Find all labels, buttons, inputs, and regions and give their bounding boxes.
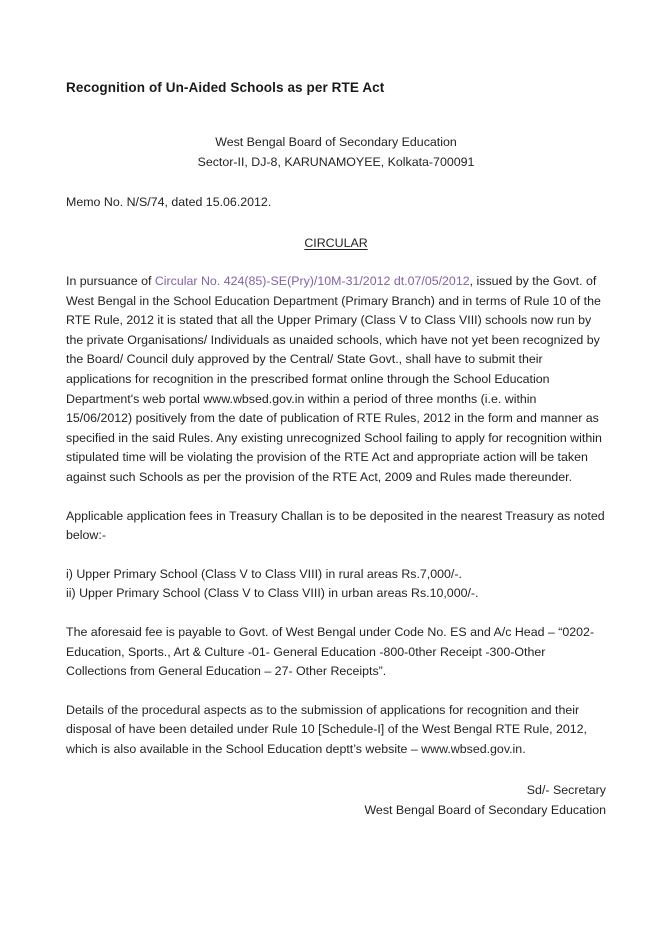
memo-number: Memo No. N/S/74, dated 15.06.2012. bbox=[66, 195, 272, 209]
paragraph-pursuance-rest: , issued by the Govt. of West Bengal in the School Education Department (Primary Branch) and in terms of Rule 10 of the RTE Rule, 2012 it is stated that all the Upper Primary (Class V to Class VIII) schools now run by the private Organisations/ Individuals as unaided schools, which have not yet been recognized by the Board/ Council duly approved by the Central/ State Govt., shall have to submit their applications for recognition in the prescribed format online through the School Education Department's web portal www.wbsed.gov.in within a period of three months (i.e. within 15/06/2012) positively from the date of publication of RTE Rules, 2012 in the form and manner as specified in the said Rules. Any existing unrecognized School failing to apply for recognition within stipulated time will be violating the provision of the RTE Act and appropriate action will be taken against such Schools as per the provision of the RTE Act, 2009 and Rules made thereunder. bbox=[66, 274, 602, 484]
paragraph-pursuance bbox=[66, 253, 606, 488]
organisation-header bbox=[66, 133, 606, 172]
fee-item-rural: i) Upper Primary School (Class V to Class VIII) in rural areas Rs.7,000/-. bbox=[66, 566, 462, 581]
page-title: Recognition of Un-Aided Schools as per RTE Act bbox=[66, 80, 385, 95]
paragraph-pursuance-lead: In pursuance of bbox=[66, 274, 155, 288]
circular-reference-link[interactable]: Circular No. 424(85)-SE(Pry)/10M-31/2012 dt.07/05/2012 bbox=[154, 274, 470, 288]
fee-list bbox=[66, 546, 606, 604]
circular-heading: CIRCULAR bbox=[304, 235, 368, 250]
signature-organisation: West Bengal Board of Secondary Education bbox=[364, 803, 606, 818]
paragraph-application-fees: Applicable application fees in Treasury Challan is to be deposited in the nearest Treasury as noted below:- bbox=[66, 508, 605, 543]
paragraph-account-head: The aforesaid fee is payable to Govt. of West Bengal under Code No. ES and A/c Head – “0202-Education, Sports., Art & Culture -01- General Education -800-0ther Receipt -300-Other Collections from General Education – 27- Other Receipts”. bbox=[66, 624, 595, 679]
signature-block bbox=[66, 781, 606, 820]
organisation-name: West Bengal Board of Secondary Education bbox=[215, 135, 457, 149]
paragraph-procedural-details: Details of the procedural aspects as to the submission of applications for recognition and their disposal of have been detailed under Rule 10 [Schedule-I] of the West Bengal RTE Rule, 2012, which is also available in the School Education deptt’s website – www.wbsed.gov.in. bbox=[66, 702, 587, 756]
circular-heading-wrap bbox=[66, 234, 606, 254]
document-body bbox=[66, 0, 606, 821]
organisation-address: Sector-II, DJ-8, KARUNAMOYEE, Kolkata-700091 bbox=[197, 154, 475, 169]
fee-item-urban: ii) Upper Primary School (Class V to Class VIII) in urban areas Rs.10,000/-. bbox=[66, 586, 479, 601]
signature-designation: Sd/- Secretary bbox=[526, 783, 606, 798]
